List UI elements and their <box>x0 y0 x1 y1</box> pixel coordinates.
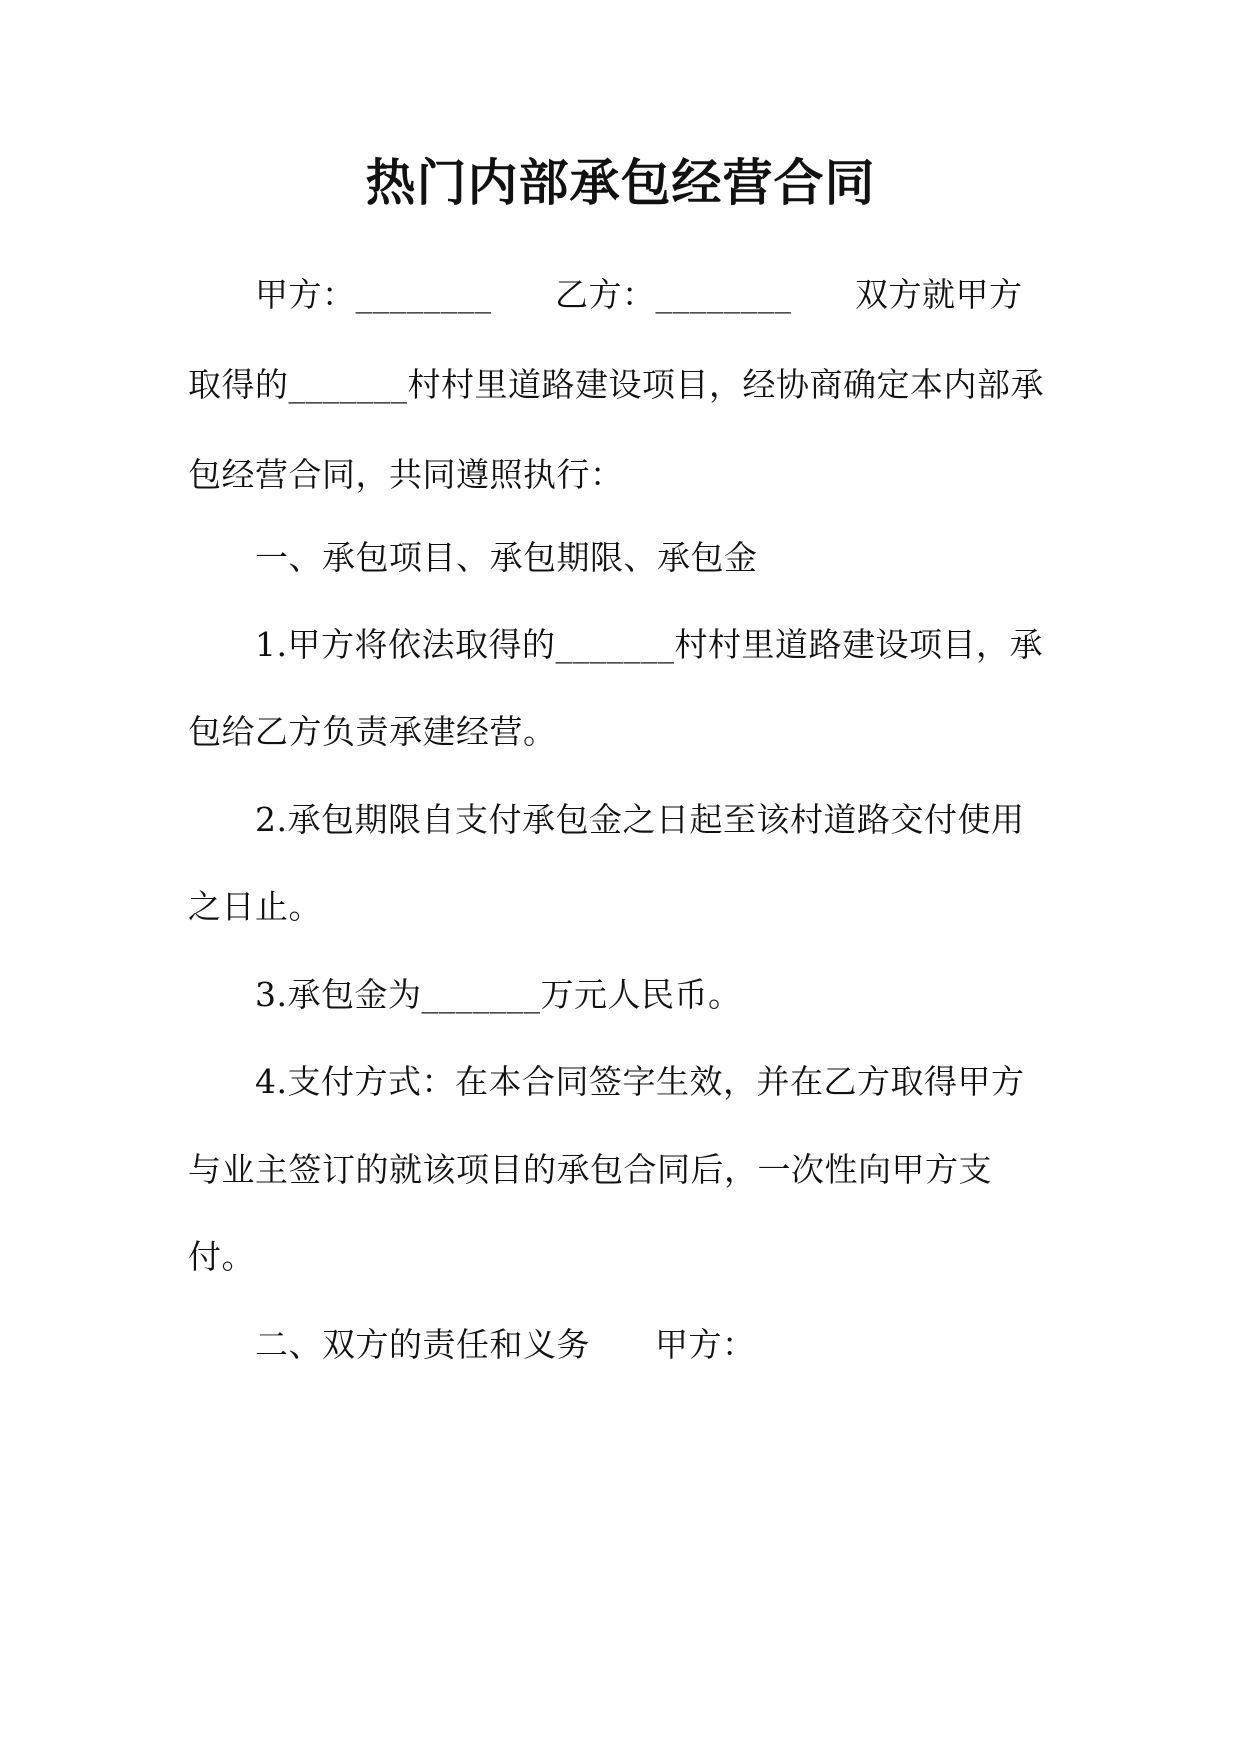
clause-3: 3.承包金为_______万元人民币。 <box>255 975 742 1014</box>
section-2-line <box>0 1320 1241 1370</box>
document-title: 热门内部承包经营合同 <box>365 153 876 212</box>
section-1-heading: 一、承包项目、承包期限、承包金 <box>255 538 758 577</box>
clause-4-line-3: 付。 <box>188 1237 255 1276</box>
clause-4-line-1: 4.支付方式：在本合同签字生效，并在乙方取得甲方 <box>255 1062 1025 1101</box>
party-b-field: 乙方：________ <box>555 275 792 314</box>
clause-4-line-2: 与业主签订的就该项目的承包合同后，一次性向甲方支 <box>188 1150 992 1189</box>
clause-2-line-1: 2.承包期限自支付承包金之日起至该村道路交付使用 <box>255 800 1025 839</box>
clause-1-line-1: 1.甲方将依法取得的_______村村里道路建设项目，承 <box>255 625 1043 664</box>
parties-line <box>0 270 1241 320</box>
party-a-field: 甲方：________ <box>255 275 492 314</box>
intro-text-line-3: 包经营合同，共同遵照执行： <box>188 455 624 494</box>
clause-2-line-2: 之日止。 <box>188 887 322 926</box>
intro-text-start: 双方就甲方 <box>855 275 1023 314</box>
clause-1-line-2: 包给乙方负责承建经营。 <box>188 712 557 751</box>
section-2-heading: 二、双方的责任和义务 <box>255 1325 590 1364</box>
section-2-party-a-label: 甲方： <box>655 1325 756 1364</box>
intro-text-line-2: 取得的_______村村里道路建设项目，经协商确定本内部承 <box>188 365 1044 404</box>
